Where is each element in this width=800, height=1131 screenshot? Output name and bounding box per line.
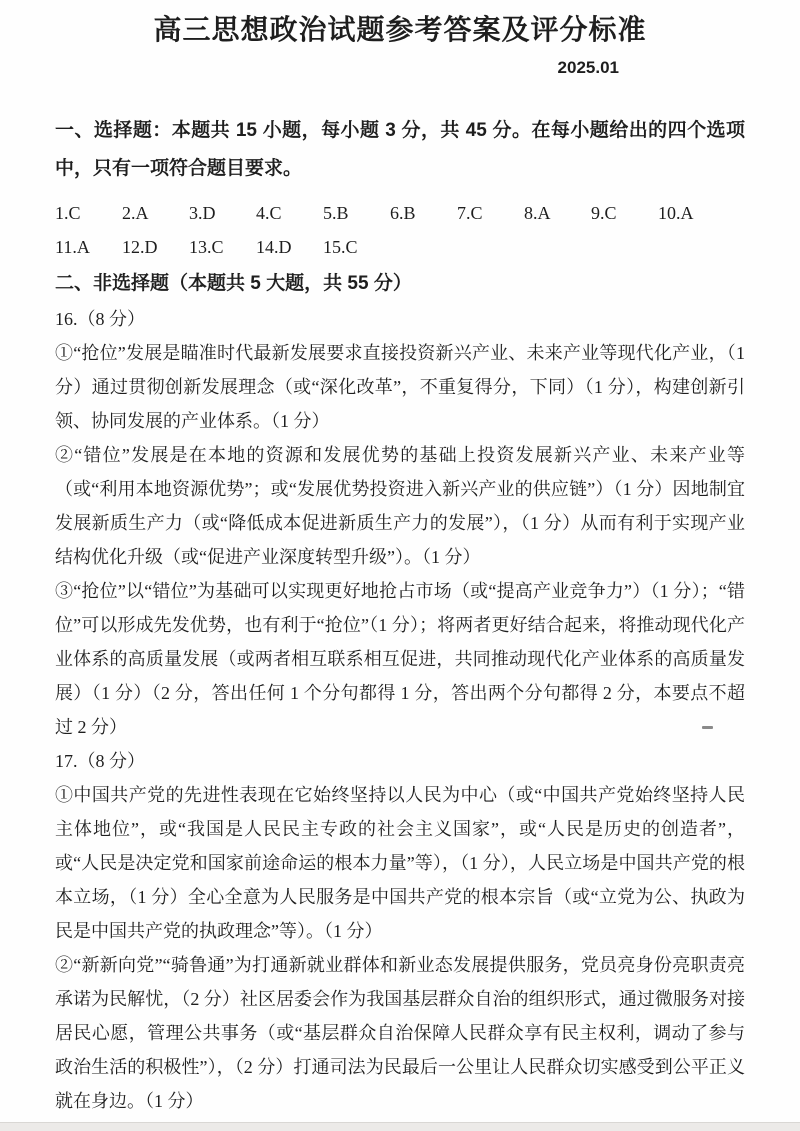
q16-answer-paragraph-3: ③“抢位”以“错位”为基础可以实现更好地抢占市场（或“提高产业竞争力”）（1 分）；“错位”可以形成先发优势，也有利于“抢位”（1 分）；将两者更好结合起来，将推动现代化产业体系的高质量发展（或两者相互联系相互促进，共同推动现代化产业体系的高质量发展）（1 分）（2 分，答出任何 1 个分句都得 1 分，答出两个分句都得 2 分，本要点不超过 2 分） <box>55 581 745 737</box>
mc-answer: 9.C <box>591 203 617 223</box>
q17-answer-paragraph-1: ①中国共产党的先进性表现在它始终坚持以人民为中心（或“中国共产党始终坚持人民主体地位”，或“我国是人民民主专政的社会主义国家”，或“人民是历史的创造者”，或“人民是决定党和国家前途命运的根本力量”等），（1 分），人民立场是中国共产党的根本立场，（1 分）全心全意为人民服务是中国共产党的根本宗旨（或“立党为公、执政为民是中国共产党的执政理念”等）。（1 分） <box>55 785 745 941</box>
mc-answer: 7.C <box>457 203 483 223</box>
question-16-label: 16.（8 分） <box>55 309 145 329</box>
q17-answer-paragraph-2: ②“新新向党”“骑鲁通”为打通新就业群体和新业态发展提供服务，党员亮身份亮职责亮承诺为民解忧，（2 分）社区居委会作为我国基层群众自治的组织形式，通过微服务对接居民心愿，管理公共事务（或“基层群众自治保障人民群众享有民主权利，调动了参与政治生活的积极性”），（2 分）打通司法为民最后一公里让人民群众切实感受到公平正义就在身边。（1 分） <box>55 955 745 1111</box>
mc-answer: 11.A <box>55 237 90 257</box>
mc-section-heading: 一、选择题：本题共 15 小题，每小题 3 分，共 45 分。在每小题给出的四个选项中，只有一项符合题目要求。 <box>55 120 745 179</box>
mc-answer: 14.D <box>256 237 292 257</box>
q16-answer-paragraph-2: ②“错位”发展是在本地的资源和发展优势的基础上投资发展新兴产业、未来产业等（或“利用本地资源优势”；或“发展优势投资进入新兴产业的供应链”）（1 分）因地制宜发展新质生产力（或“降低成本促进新质生产力的发展”），（1 分）从而有利于实现产业结构优化升级（或“促进产业深度转型升级”）。（1 分） <box>55 445 745 567</box>
mc-answer: 15.C <box>323 237 358 257</box>
mc-answer: 5.B <box>323 203 349 223</box>
mc-answer: 4.C <box>256 203 282 223</box>
mc-answer: 8.A <box>524 203 551 223</box>
question-17-label: 17.（8 分） <box>55 751 145 771</box>
mc-answer: 3.D <box>189 203 216 223</box>
mc-answer: 6.B <box>390 203 416 223</box>
mc-answer: 12.D <box>122 237 158 257</box>
frq-section-heading: 二、非选择题（本题共 5 大题，共 55 分） <box>55 273 412 294</box>
mc-answer: 2.A <box>122 203 149 223</box>
scan-artifact-dash <box>702 726 713 729</box>
mc-answer: 1.C <box>55 203 81 223</box>
mc-answers-row-1 <box>55 196 745 230</box>
mc-answer: 10.A <box>658 203 694 223</box>
exam-date: 2025.01 <box>557 58 619 77</box>
mc-answers-row-2 <box>55 230 745 264</box>
mc-answer: 13.C <box>189 237 224 257</box>
page-title: 高三思想政治试题参考答案及评分标准 <box>153 14 647 45</box>
mc-answers <box>55 196 745 264</box>
q16-answer-paragraph-1: ①“抢位”发展是瞄准时代最新发展要求直接投资新兴产业、未来产业等现代化产业，（1 分）通过贯彻创新发展理念（或“深化改革”，不重复得分，下同）（1 分），构建创新引领、协同发展的产业体系。（1 分） <box>55 343 745 431</box>
scan-edge-band <box>0 1122 800 1131</box>
